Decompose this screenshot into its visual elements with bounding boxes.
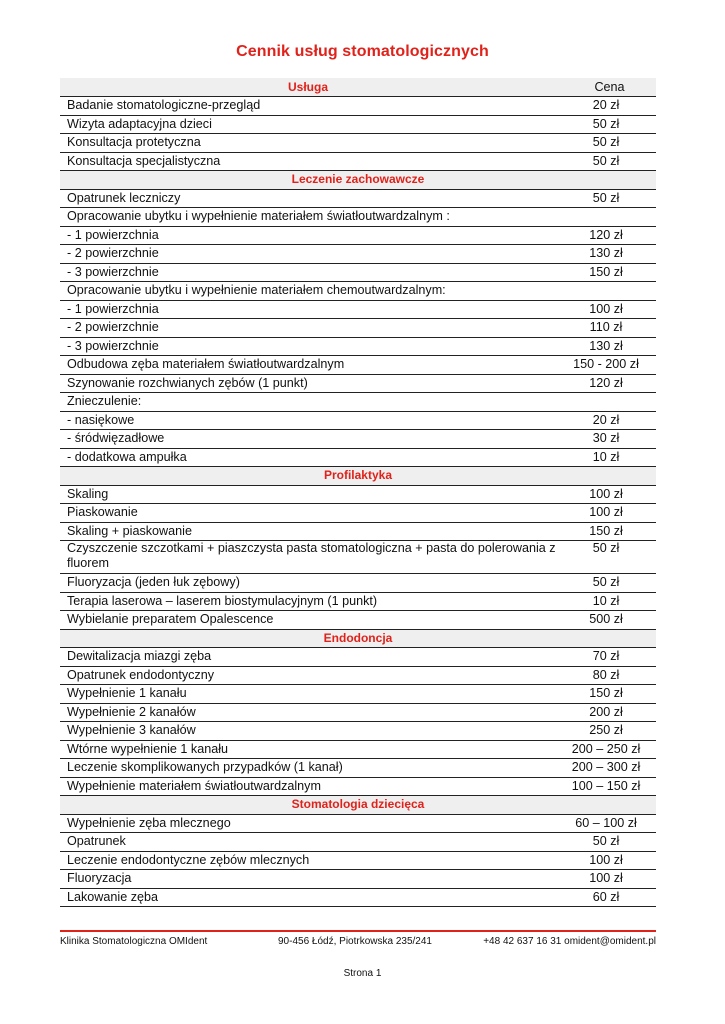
service-price: 100 zł [556,485,656,504]
section-title: Leczenie zachowawcze [60,171,656,190]
service-price: 120 zł [556,226,656,245]
table-row [60,574,656,593]
table-row [60,888,656,907]
service-price: 100 zł [556,504,656,523]
section-header-row [60,467,656,486]
service-name: Skaling [60,485,556,504]
table-row [60,319,656,338]
table-row [60,282,656,301]
table-row [60,430,656,449]
table-row [60,611,656,630]
service-price: 200 – 250 zł [556,740,656,759]
table-row [60,485,656,504]
header-service: Usługa [60,78,556,97]
section-header-row [60,796,656,815]
service-name: Wybielanie preparatem Opalescence [60,611,556,630]
service-name: Znieczulenie: [60,393,556,412]
service-price: 20 zł [556,411,656,430]
service-name: Leczenie endodontyczne zębów mlecznych [60,851,556,870]
service-price: 110 zł [556,319,656,338]
service-name: Skaling + piaskowanie [60,522,556,541]
service-price [556,393,656,412]
footer-address: 90-456 Łódź, Piotrkowska 235/241 [278,936,432,947]
service-name: - 2 powierzchnie [60,319,556,338]
service-price: 150 zł [556,685,656,704]
service-name: - 2 powierzchnie [60,245,556,264]
service-price: 30 zł [556,430,656,449]
service-price: 70 zł [556,648,656,667]
service-name: - 1 powierzchnia [60,226,556,245]
service-name: Fluoryzacja [60,870,556,889]
service-price: 50 zł [556,833,656,852]
service-price: 50 zł [556,134,656,153]
service-price [556,208,656,227]
service-name: Czyszczenie szczotkami + piaszczysta pasta stomatologiczna + pasta do polerowania z fluorem [60,541,556,574]
table-row [60,870,656,889]
table-row [60,666,656,685]
table-row [60,226,656,245]
service-price: 250 zł [556,722,656,741]
service-name: Wizyta adaptacyjna dzieci [60,115,556,134]
table-row [60,134,656,153]
service-name: Opatrunek leczniczy [60,189,556,208]
service-name: Opracowanie ubytku i wypełnienie materiałem światłoutwardzalnym : [60,208,556,227]
service-name: Wypełnienie zęba mlecznego [60,814,556,833]
footer-divider [60,930,656,932]
service-price: 20 zł [556,97,656,116]
service-price: 50 zł [556,189,656,208]
service-price: 80 zł [556,666,656,685]
table-row [60,648,656,667]
table-row [60,522,656,541]
service-price: 130 zł [556,245,656,264]
table-row [60,541,656,574]
service-name: Wypełnienie materiałem światłoutwardzalnym [60,777,556,796]
service-price: 130 zł [556,337,656,356]
service-name: Lakowanie zęba [60,888,556,907]
service-price: 120 zł [556,374,656,393]
service-price [556,282,656,301]
table-row [60,208,656,227]
service-name: Opatrunek endodontyczny [60,666,556,685]
footer-contact: +48 42 637 16 31 omident@omident.pl [483,936,656,947]
service-price: 100 zł [556,851,656,870]
section-title: Stomatologia dziecięca [60,796,656,815]
service-name: Odbudowa zęba materiałem światłoutwardzalnym [60,356,556,375]
page-number: Strona 1 [343,968,382,979]
table-row [60,722,656,741]
service-price: 50 zł [556,541,656,574]
service-name: Konsultacja protetyczna [60,134,556,153]
table-row [60,777,656,796]
service-name: Opatrunek [60,833,556,852]
service-price: 100 zł [556,870,656,889]
table-row [60,245,656,264]
table-row [60,411,656,430]
section-title: Profilaktyka [60,467,656,486]
section-header-row [60,629,656,648]
table-row [60,115,656,134]
table-row [60,263,656,282]
table-row [60,393,656,412]
service-price: 100 zł [556,300,656,319]
service-name: Fluoryzacja (jeden łuk zębowy) [60,574,556,593]
table-header-row [60,78,656,97]
table-row [60,685,656,704]
service-name: Opracowanie ubytku i wypełnienie materiałem chemoutwardzalnym: [60,282,556,301]
service-name: Terapia laserowa – laserem biostymulacyjnym (1 punkt) [60,592,556,611]
header-price: Cena [556,78,656,97]
service-price: 150 zł [556,522,656,541]
table-row [60,592,656,611]
service-price: 60 zł [556,888,656,907]
service-price: 150 - 200 zł [556,356,656,375]
service-price: 50 zł [556,574,656,593]
section-title: Endodoncja [60,629,656,648]
table-row [60,740,656,759]
service-name: Wypełnienie 1 kanału [60,685,556,704]
service-price: 50 zł [556,152,656,171]
service-name: - 3 powierzchnie [60,263,556,282]
service-name: Wypełnienie 3 kanałów [60,722,556,741]
service-price: 10 zł [556,592,656,611]
service-name: Konsultacja specjalistyczna [60,152,556,171]
service-price: 150 zł [556,263,656,282]
page-title: Cennik usług stomatologicznych [236,43,489,60]
service-name: - 3 powierzchnie [60,337,556,356]
section-header-row [60,171,656,190]
table-row [60,300,656,319]
service-price: 10 zł [556,448,656,467]
footer-clinic-name: Klinika Stomatologiczna OMIdent [60,936,208,947]
service-price: 200 – 300 zł [556,759,656,778]
price-table-body [60,97,656,907]
service-name: Badanie stomatologiczne-przegląd [60,97,556,116]
table-row [60,97,656,116]
service-name: Szynowanie rozchwianych zębów (1 punkt) [60,374,556,393]
service-name: Wypełnienie 2 kanałów [60,703,556,722]
service-name: Dewitalizacja miazgi zęba [60,648,556,667]
service-name: Wtórne wypełnienie 1 kanału [60,740,556,759]
table-row [60,703,656,722]
service-name: - nasiękowe [60,411,556,430]
service-name: - 1 powierzchnia [60,300,556,319]
service-name: - dodatkowa ampułka [60,448,556,467]
table-row [60,759,656,778]
service-price: 50 zł [556,115,656,134]
service-name: - śródwięzadłowe [60,430,556,449]
service-price: 60 – 100 zł [556,814,656,833]
table-row [60,833,656,852]
service-price: 100 – 150 zł [556,777,656,796]
table-row [60,337,656,356]
service-price: 200 zł [556,703,656,722]
table-row [60,189,656,208]
service-price: 500 zł [556,611,656,630]
service-name: Piaskowanie [60,504,556,523]
service-name: Leczenie skomplikowanych przypadków (1 kanał) [60,759,556,778]
table-row [60,814,656,833]
table-row [60,356,656,375]
table-row [60,851,656,870]
table-row [60,504,656,523]
price-table [60,78,656,907]
table-row [60,152,656,171]
table-row [60,374,656,393]
table-row [60,448,656,467]
